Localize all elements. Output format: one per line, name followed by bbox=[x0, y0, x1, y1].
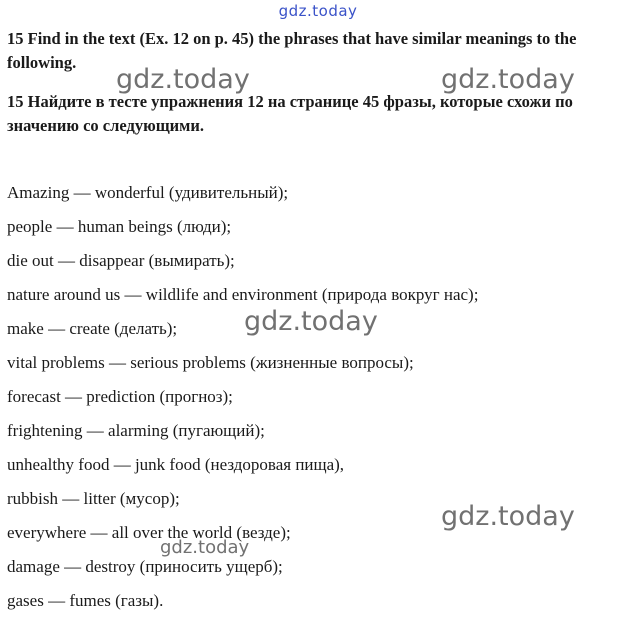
answer-item: rubbish — litter (мусор); bbox=[7, 489, 180, 508]
answer-item: damage — destroy (приносить ущерб); bbox=[7, 557, 283, 576]
answer-item: make — create (делать); bbox=[7, 319, 178, 338]
task-instruction-english: 15 Find in the text (Ex. 12 on p. 45) the phrases that have similar meanings to the following. bbox=[7, 29, 577, 72]
answer-list bbox=[7, 176, 478, 618]
answer-item: gases — fumes (газы). bbox=[7, 591, 164, 610]
answer-item: frightening — alarming (пугающий); bbox=[7, 421, 265, 440]
answer-item: vital problems — serious problems (жизненные вопросы); bbox=[7, 353, 414, 372]
answer-item: die out — disappear (вымирать); bbox=[7, 251, 235, 270]
watermark: gdz.today bbox=[116, 64, 250, 95]
answer-item: everywhere — all over the world (везде); bbox=[7, 523, 291, 542]
header-watermark: gdz.today bbox=[278, 2, 358, 20]
watermark: gdz.today bbox=[160, 537, 250, 558]
answer-item: unhealthy food — junk food (нездоровая пища), bbox=[7, 455, 345, 474]
answer-item: nature around us — wildlife and environment (природа вокруг нас); bbox=[7, 285, 479, 304]
watermark: gdz.today bbox=[441, 64, 575, 95]
watermark: gdz.today bbox=[244, 306, 378, 337]
watermark: gdz.today bbox=[441, 501, 575, 532]
answer-item: people — human beings (люди); bbox=[7, 217, 232, 236]
answer-item: forecast — prediction (прогноз); bbox=[7, 387, 233, 406]
task-instruction-russian: 15 Найдите в тесте упражнения 12 на странице 45 фразы, которые схожи по значению со следующими. bbox=[7, 92, 573, 135]
answer-item: Amazing — wonderful (удивительный); bbox=[7, 183, 289, 202]
